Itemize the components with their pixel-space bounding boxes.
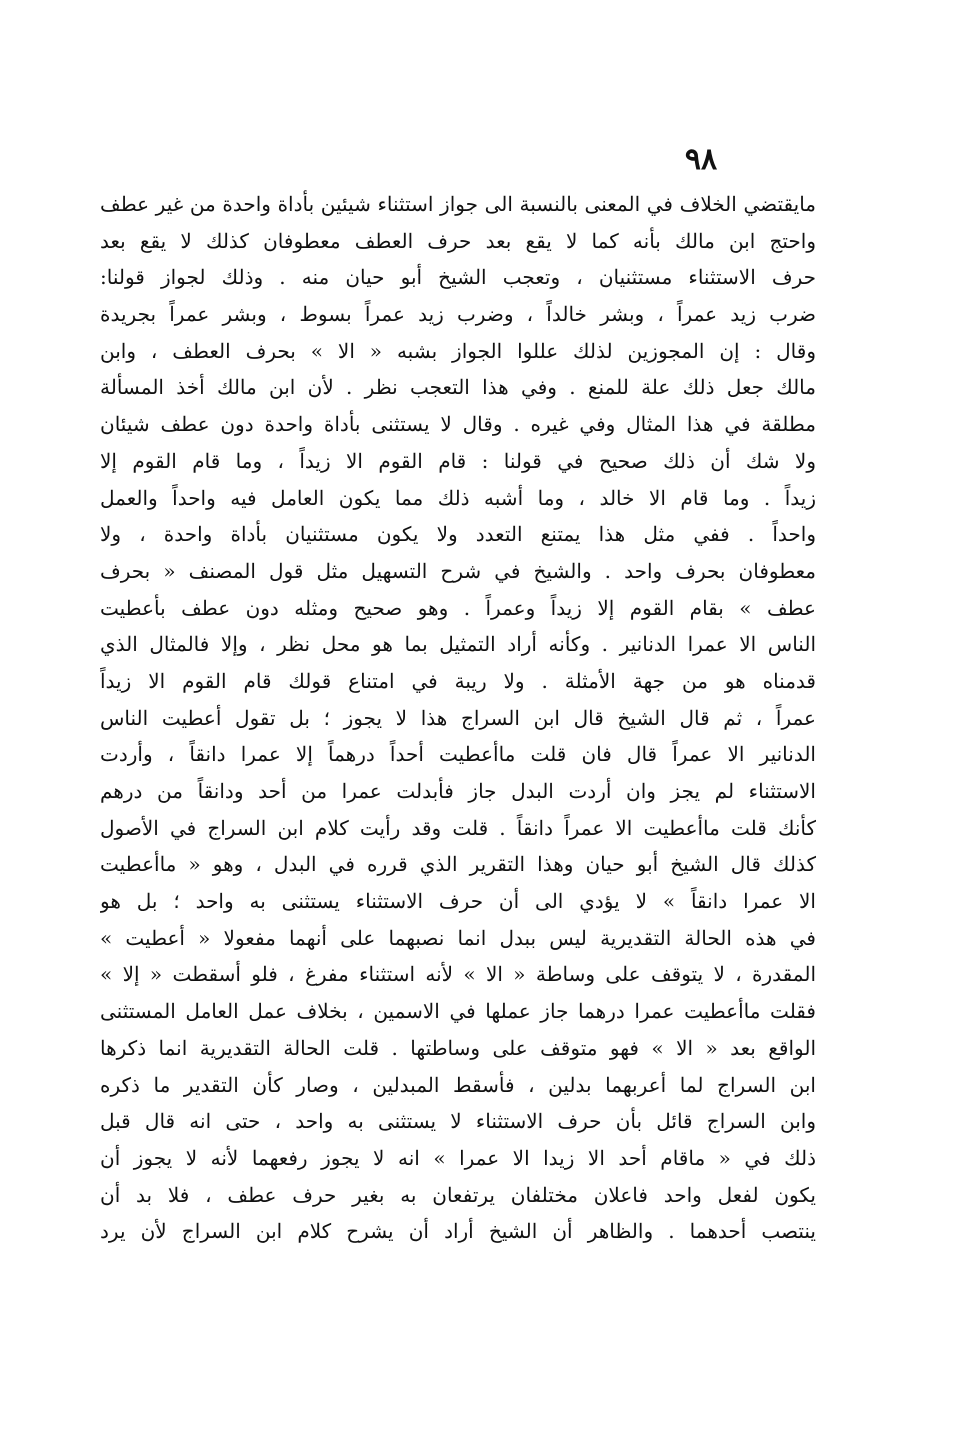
text-line: ابن السراج لما أعربهما بدلين ، فأسقط المبدلين ، وصار كأن التقدير ما ذكره [100,1072,816,1097]
text-line: الدنانير الا عمراً قال فان قلت ماأعطيت أحداً درهماً إلا عمرا دانقاً ، وأردت [100,742,816,767]
text-line: ولا شك أن ذلك صحيح في قولنا : قام القوم الا زيداً ، وما قام القوم إلا [100,448,816,473]
text-line: وقال : إن المجوزين لذلك عللوا الجواز بشبه « الا » بحرف العطف ، وابن [100,338,816,363]
text-line: الناس الا عمرا الدنانير . وكأنه أراد التمثيل بما هو محل نظر ، وإلا فالمثال الذي [100,632,816,657]
text-line: مايقتضي الخلاف في المعنى بالنسبة الى جواز استثناء شيئين بأداة واحدة من غير عطف [100,192,816,216]
text-line: مطلقة في هذا المثال وفي غيره . وقال لا يستثنى بأداة واحدة دون عطف شيئان [100,412,816,437]
text-line: ذلك في « ماقام أحد الا زيدا الا عمرا » انه لا يجوز رفعهما لأنه لا يجوز أن [100,1145,816,1170]
text-line: قدمناه هو من جهة الأمثلة . ولا ريبة في امتناع قولك قام القوم الا زيداً [100,668,816,693]
text-line: الواقع بعد « الا » فهو متوقف على وساطتها . قلت الحالة التقديرية انما ذكرها [100,1035,816,1060]
text-line: المقدرة ، لا يتوقف على وساطة « الا » لأنه استثناء مفرغ ، فلو أسقطت « إلا » [100,962,816,987]
text-line: في هذه الحالة التقديرية ليس ببدل انما نصبهما على أنهما مفعولا « أعطيت » [100,925,816,950]
text-line: واحداً . ففي مثل هذا يمتنع التعدد ولا يكون مستثنيان بأداة واحدة ، ولا [100,522,816,547]
body-text [100,186,816,1250]
text-line: ينتصب أحدهما . والظاهر أن الشيخ أراد أن يشرح كلام ابن السراج لأن يرد [100,1219,816,1244]
text-line: كأنك قلت ماأعطيت الا عمراً دانقاً . قلت وقد رأيت كلام ابن السراج في الأصول [100,815,816,840]
text-line: معطوفان بحرف واحد . والشيخ في شرح التسهيل مثل قول المصنف « بحرف [100,558,816,583]
text-line: زيداً . وما قام الا خالد ، وما أشبه ذلك مما يكون العامل فيه واحداً والعمل [100,485,816,510]
text-line: حرف الاستثناء مستثنيان ، وتعجب الشيخ أبو حيان منه . وذلك لجواز قولنا: [100,265,816,290]
text-line: ضرب زيد عمراً ، وبشر خالداً ، وضرب زيد عمراً بسوط ، وبشر عمراً بجريدة [100,302,816,327]
page-number: ٩٨ [684,142,718,177]
text-line: يكون لفعل واحد فاعلان مختلفان يرتفعان به بغير حرف عطف ، فلا بد أن [100,1182,816,1207]
text-line: فقلت ماأعطيت عمرا درهما جاز عملها في الاسمين ، بخلاف عمل العامل المستثنى [100,999,816,1024]
text-line: واحتج ابن مالك بأنه كما لا يقع بعد حرف العطف معطوفان كذلك لا يقع بعد [100,228,816,253]
text-line: الاستثناء لم يجز وان أردت البدل جاز فأبدلت عمرا من أحد ودانقاً من درهم [100,779,816,803]
text-line: الا عمرا دانقاً » لا يؤدي الى أن حرف الاستثناء يستثنى به واحد ؛ بل هو [100,889,816,914]
text-line: وابن السراج قائل بأن حرف الاستثناء لا يستثنى به واحد ، حتى انه قال قبل [100,1109,816,1134]
text-line: عطف » بقام القوم إلا زيداً وعمراً . وهو صحيح ومثله دون عطف بأعطيت [100,595,816,620]
text-line: مالك جعل ذلك علة للمنع . وفي هذا التعجب نظر . لأن ابن مالك أخذ المسألة [100,375,816,400]
text-line: كذلك قال الشيخ أبو حيان وهذا التقرير الذي قرره في البدل ، وهو « ماأعطيت [100,852,816,877]
text-line: عمراً ، ثم قال الشيخ قال ابن السراج هذا لا يجوز ؛ بل تقول أعطيت الناس [100,705,816,730]
